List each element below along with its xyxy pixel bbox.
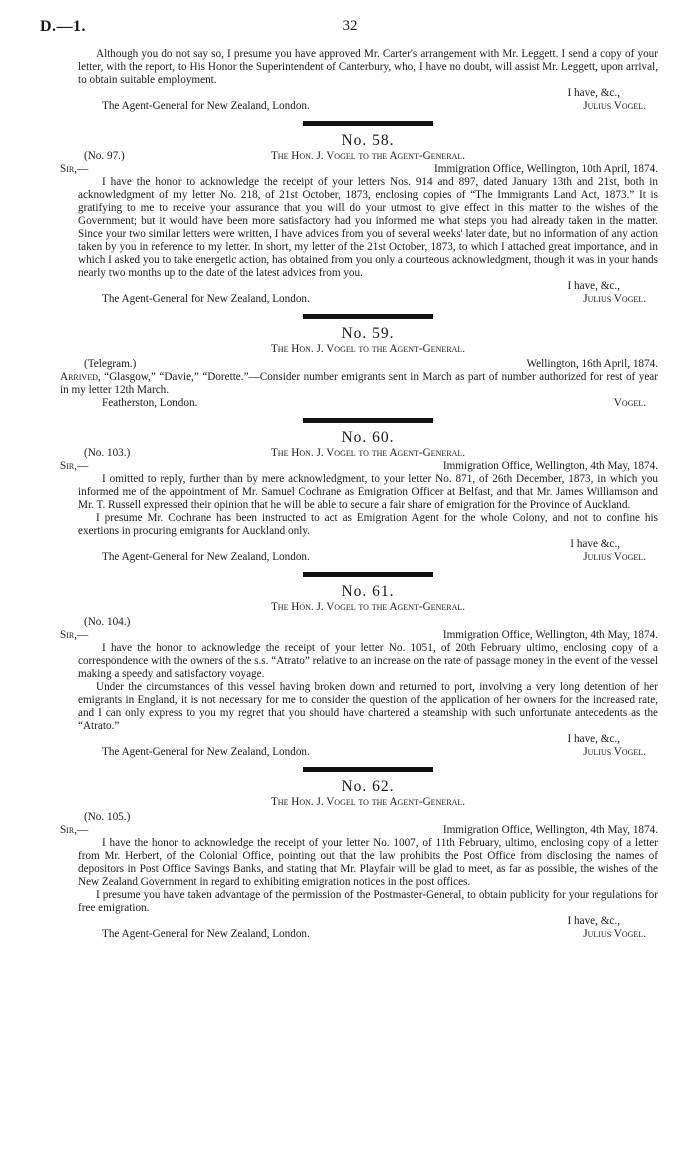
letter-60-signature: Julius Vogel. — [583, 551, 646, 563]
letter-62-from-to: The Hon. J. Vogel to the Agent-General. — [270, 796, 466, 808]
letter-61-place-date: Immigration Office, Wellington, 4th May, 1874. — [442, 629, 658, 641]
letter-60-number: No. 60. — [341, 429, 395, 446]
intro-section — [78, 48, 658, 113]
page-header — [40, 18, 660, 42]
letter-59-lead-word: Arrived, — [60, 371, 101, 383]
letter-62-number: No. 62. — [341, 778, 395, 795]
letter-59-addressee: Featherston, London. — [102, 397, 198, 409]
letter-58 — [60, 132, 658, 306]
intro-signature: Julius Vogel. — [583, 100, 646, 112]
letter-59-paragraph: “Glasgow,” “Davie,” “Dorette.”—Consider number emigrants sent in March as part of number authorized for rest of year in my letter 12th March. — [60, 371, 658, 396]
letter-59 — [60, 325, 658, 410]
letter-62-paragraph-2: I presume you have taken advantage of the permission of the Postmaster-General, to obtain publicity for your regulations for free emigration. — [78, 889, 658, 914]
letter-59-sign-row — [78, 397, 658, 410]
letter-58-sign-row — [78, 293, 658, 306]
letter-60-addressee: The Agent-General for New Zealand, London. — [102, 551, 310, 563]
letter-60 — [60, 429, 658, 564]
letter-61-meta — [78, 616, 658, 629]
letter-61-salutation: Sir,— — [60, 629, 89, 641]
letter-61-number: No. 61. — [341, 583, 395, 600]
letter-58-ref: (No. 97.) — [84, 150, 125, 162]
letter-61-paragraph-2: Under the circumstances of this vessel having broken down and returned to port, involving a very long detention of her emigrants in England, it is not necessary for me to consider the question of the application of her owners for the increased rate, and I can only express to you my regret that you should have chartered a steamship with such unfortunate antecedents as the “Atrato.” — [78, 681, 658, 732]
letter-61-closing: I have, &c., — [567, 733, 620, 745]
letter-58-from-to: The Hon. J. Vogel to the Agent-General. — [270, 150, 466, 162]
letter-60-date-row — [60, 460, 658, 473]
letter-58-closing: I have, &c., — [567, 280, 620, 292]
page-content — [60, 48, 658, 941]
letter-60-salutation: Sir,— — [60, 460, 89, 472]
section-divider — [303, 418, 433, 423]
letter-59-signature: Vogel. — [613, 397, 646, 409]
letter-59-body — [60, 371, 658, 397]
letter-61-date-row — [60, 629, 658, 642]
letter-62-place-date: Immigration Office, Wellington, 4th May, 1874. — [442, 824, 658, 836]
document-code: D.—1. — [40, 18, 87, 35]
letter-61-ref: (No. 104.) — [84, 616, 131, 628]
letter-58-date-row — [60, 163, 658, 176]
section-divider — [303, 767, 433, 772]
intro-sign-row — [78, 100, 658, 113]
letter-58-place-date: Immigration Office, Wellington, 10th April, 1874. — [434, 163, 658, 175]
letter-62-salutation: Sir,— — [60, 824, 89, 836]
letter-58-addressee: The Agent-General for New Zealand, London. — [102, 293, 310, 305]
letter-62 — [60, 778, 658, 941]
letter-60-closing: I have &c., — [570, 538, 620, 550]
letter-58-number: No. 58. — [341, 132, 395, 149]
letter-61-paragraph-1: I have the honor to acknowledge the receipt of your letter No. 1051, of 20th February ultimo, enclosing copy of a correspondence with the owners of the s.s. “Atrato” relative to an increase on the rate of passage money in the event of the vessel making a speedy and satisfactory voyage. — [78, 642, 658, 680]
page-number: 32 — [342, 18, 358, 34]
intro-addressee: The Agent-General for New Zealand, London. — [102, 100, 310, 112]
letter-59-number: No. 59. — [341, 325, 395, 342]
letter-59-place-date: Wellington, 16th April, 1874. — [526, 358, 658, 370]
letter-62-closing: I have, &c., — [567, 915, 620, 927]
letter-62-date-row — [60, 824, 658, 837]
section-divider — [303, 572, 433, 577]
letter-62-addressee: The Agent-General for New Zealand, London. — [102, 928, 310, 940]
letter-62-signature: Julius Vogel. — [583, 928, 646, 940]
letter-60-paragraph-1: I omitted to reply, further than by mere acknowledgment, to your letter No. 871, of 26th December, 1873, in which you informed me of the appointment of Mr. Samuel Cochrane as Emigration Officer at Belfast, and that Mr. James Williamson and Mr. T. Russell expressed their opinion that he will be able to secure a fair share of emigration for the Province of Auckland. — [78, 473, 658, 511]
section-divider — [303, 121, 433, 126]
letter-60-sign-row — [78, 551, 658, 564]
letter-60-ref: (No. 103.) — [84, 447, 131, 459]
letter-62-paragraph-1: I have the honor to acknowledge the receipt of your letter No. 1007, of 11th February, ultimo, enclosing copy of a letter from Mr. Herbert, of the Colonial Office, pointing out that the law prohibits the Post Office from disclosing the names of depositors in Post Office Savings Banks, and stating that Mr. Playfair will be glad to meet, as far as possible, the wishes of the New Zealand Government in regard to exhibiting emigration notices in the post offices. — [78, 837, 658, 888]
letter-58-meta — [78, 150, 658, 163]
letter-59-ref: (Telegram.) — [84, 358, 137, 370]
letter-62-sign-row — [78, 928, 658, 941]
letter-60-paragraph-2: I presume Mr. Cochrane has been instructed to act as Emigration Agent for the whole Colony, and not to confine his exertions in procuring emigrants for Auckland only. — [78, 512, 658, 537]
letter-58-paragraph: I have the honor to acknowledge the receipt of your letters Nos. 914 and 897, dated January 13th and 21st, both in acknowledgment of my letter No. 218, of 21st October, 1873, enclosing copies of “The Immigrants Land Act, 1873.” It is gratifying to me to receive your assurance that you will do your utmost to give effect in this matter to the wishes of the Government; but it would have been more satisfactory had you informed me what steps you had already taken in the matter. Since your two similar letters were written, I have advices from you of several weeks' later date, but no information of any action taken by you in reference to my letter. In short, my letter of the 21st October, 1873, to which I attached great importance, and in which I asked you to take energetic action, has obtained from you only a courteous acknowledgment, though it was in your hands nearly two months up to the date of the latest advices from you. — [78, 176, 658, 279]
letter-62-ref: (No. 105.) — [84, 811, 131, 823]
section-divider — [303, 314, 433, 319]
letter-60-from-to: The Hon. J. Vogel to the Agent-General. — [270, 447, 466, 459]
letter-61 — [60, 583, 658, 759]
letter-61-addressee: The Agent-General for New Zealand, London. — [102, 746, 310, 758]
letter-59-meta — [78, 358, 658, 371]
letter-60-meta — [78, 447, 658, 460]
letter-59-from-to: The Hon. J. Vogel to the Agent-General. — [270, 343, 466, 355]
letter-60-place-date: Immigration Office, Wellington, 4th May, 1874. — [442, 460, 658, 472]
letter-58-signature: Julius Vogel. — [583, 293, 646, 305]
letter-62-meta — [78, 811, 658, 824]
letter-61-signature: Julius Vogel. — [583, 746, 646, 758]
intro-closing: I have, &c., — [567, 87, 620, 99]
letter-61-from-to: The Hon. J. Vogel to the Agent-General. — [270, 601, 466, 613]
letter-61-sign-row — [78, 746, 658, 759]
letter-58-salutation: Sir,— — [60, 163, 89, 175]
intro-paragraph: Although you do not say so, I presume you have approved Mr. Carter's arrangement with Mr. Leggett. I send a copy of your letter, with the report, to His Honor the Superintendent of Canterbury, who, I have no doubt, will assist Mr. Leggett, upon arrival, to obtain suitable employment. — [78, 48, 658, 86]
